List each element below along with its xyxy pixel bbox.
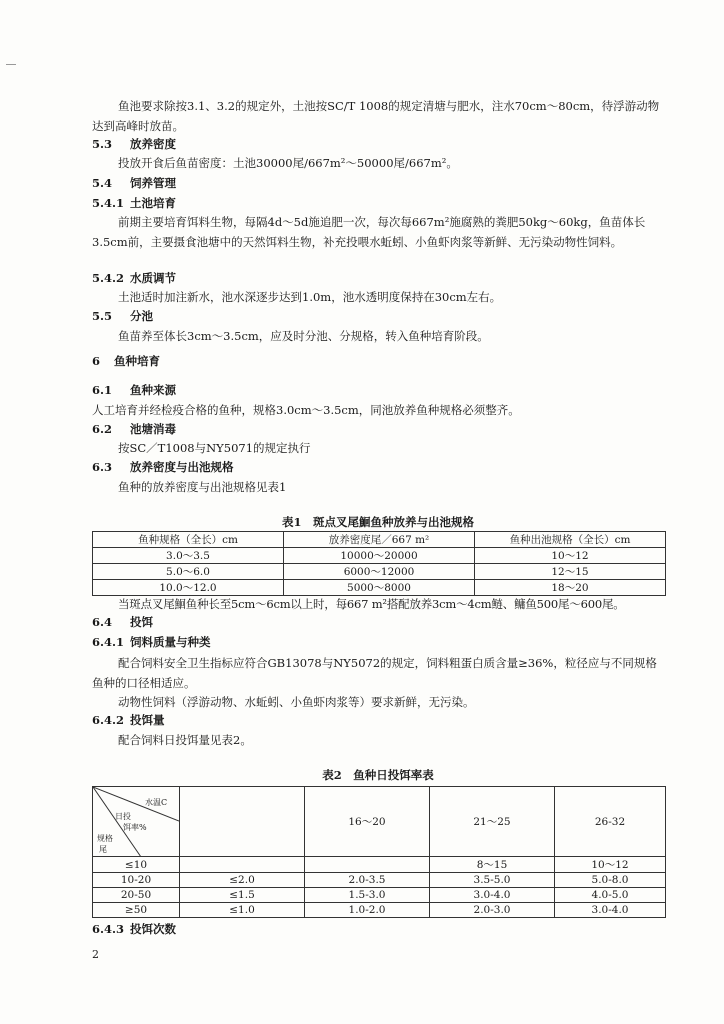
table2-cell: 10～12 (555, 857, 666, 873)
heading-6-4: 6.4 投饵 (92, 615, 153, 629)
page-number: 2 (92, 948, 99, 961)
table2-cell: 1.0-2.0 (305, 903, 430, 918)
paragraph-5-4-2: 土池适时加注新水，池水深逐步达到1.0m，池水透明度保持在30cm左右。 (118, 290, 502, 304)
table2-cell: 8～15 (430, 857, 555, 873)
table2-cell (305, 857, 430, 873)
paragraph-6-4-1a: 配合饲料安全卫生指标应符合GB13078与NY5072的规定，饲料粗蛋白质含量≥36%，粒径应与不同规格鱼种的口径相适应。 (92, 656, 657, 690)
table2-cell: 4.0-5.0 (555, 888, 666, 903)
table2-empty-header (180, 787, 305, 857)
table1-cell: 10.0～12.0 (93, 580, 284, 596)
table2-cell: ≤2.0 (180, 873, 305, 888)
heading-5-5: 5.5 分池 (92, 309, 153, 323)
paragraph-intro: 鱼池要求除按3.1、3.2的规定外，土池按SC/T 1008的规定清塘与肥水，注水70cm～80cm，待浮游动物达到高峰时放苗。 (92, 99, 660, 133)
table-row (93, 564, 666, 580)
table2-cell: 2.0-3.0 (430, 903, 555, 918)
paragraph-5-3: 投放开食后鱼苗密度：土池30000尾/667m²～50000尾/667m²。 (118, 156, 458, 170)
heading-6-3: 6.3 放养密度与出池规格 (92, 460, 234, 474)
table2 (92, 786, 666, 918)
table2-cell (180, 857, 305, 873)
table1-cell: 18～20 (475, 580, 666, 596)
paragraph-6-3: 鱼种的放养密度与出池规格见表1 (118, 480, 287, 494)
table1-header-cell: 放养密度尾／667 m² (284, 532, 475, 548)
table1-cell: 12～15 (475, 564, 666, 580)
table2-cell: ≤1.0 (180, 903, 305, 918)
table1-header-cell: 鱼种规格（全长）cm (93, 532, 284, 548)
diag-spec: 规格 (97, 834, 113, 843)
table2-cell: 1.5-3.0 (305, 888, 430, 903)
diag-daily: 日投 (115, 812, 131, 821)
table1-cell: 10～12 (475, 548, 666, 564)
table1-cell: 10000～20000 (284, 548, 475, 564)
table2-cell: 3.0-4.0 (430, 888, 555, 903)
scan-edge-mark (6, 64, 16, 65)
table2-caption: 表2 鱼种日投饵率表 (322, 768, 434, 782)
table1-header-cell: 鱼种出池规格（全长）cm (475, 532, 666, 548)
heading-6-2: 6.2 池塘消毒 (92, 422, 176, 436)
table-row (93, 903, 666, 918)
heading-6-4-2: 6.4.2 投饵量 (92, 713, 165, 727)
table-row (93, 888, 666, 903)
heading-6-4-3: 6.4.3 投饵次数 (92, 922, 176, 936)
paragraph-6-2: 按SC／T1008与NY5071的规定执行 (118, 441, 311, 455)
table-row (93, 873, 666, 888)
table2-temp-header: 16～20 (305, 787, 430, 857)
table2-cell: 5.0-8.0 (555, 873, 666, 888)
table-row (93, 857, 666, 873)
table1-cell: 3.0～3.5 (93, 548, 284, 564)
diag-rate: 饵率% (123, 823, 147, 832)
heading-5-4-2: 5.4.2 水质调节 (92, 271, 176, 285)
table2-cell: ≤1.5 (180, 888, 305, 903)
table-row (93, 548, 666, 564)
heading-6-1: 6.1 鱼种来源 (92, 383, 176, 397)
table2-temp-header: 26-32 (555, 787, 666, 857)
heading-5-4: 5.4 饲养管理 (92, 176, 176, 190)
table2-diagonal-header (93, 787, 180, 857)
paragraph-5-5: 鱼苗养至体长3cm～3.5cm，应及时分池、分规格，转入鱼种培育阶段。 (118, 329, 489, 343)
table1-cell: 5.0～6.0 (93, 564, 284, 580)
diag-unit: 尾 (99, 845, 107, 854)
paragraph-6-4-2: 配合饲料日投饵量见表2。 (118, 733, 252, 747)
table2-cell: ≥50 (93, 903, 180, 918)
table2-cell: 3.0-4.0 (555, 903, 666, 918)
paragraph-6-4-1b: 动物性饲料（浮游动物、水蚯蚓、小鱼虾肉浆等）要求新鲜，无污染。 (118, 695, 475, 709)
heading-6-4-1: 6.4.1 饲料质量与种类 (92, 635, 211, 649)
paragraph-5-4-1: 前期主要培育饵料生物，每隔4d～5d施追肥一次，每次每667m²施腐熟的粪肥50kg～60kg，鱼苗体长3.5cm前，主要摄食池塘中的天然饵料生物，补充投喂水蚯蚓、小鱼虾肉浆等新鲜、无污染动物性饲料。 (92, 215, 646, 249)
diag-water-temp: 水温C (145, 798, 168, 807)
table2-cell: 3.5-5.0 (430, 873, 555, 888)
heading-5-4-1: 5.4.1 土池培育 (92, 196, 176, 210)
table2-cell: 2.0-3.5 (305, 873, 430, 888)
table2-cell: 10-20 (93, 873, 180, 888)
table1-cell: 6000～12000 (284, 564, 475, 580)
table2-cell: 20-50 (93, 888, 180, 903)
paragraph-after-table1: 当斑点叉尾鮰鱼种长至5cm～6cm以上时，每667 m²搭配放养3cm～4cm鲢、鳙鱼500尾～600尾。 (118, 597, 625, 611)
paragraph-6-1: 人工培育并经检疫合格的鱼种，规格3.0cm～3.5cm，同池放养鱼种规格必须整齐。 (92, 403, 520, 417)
table1-cell: 5000～8000 (284, 580, 475, 596)
table2-temp-header: 21～25 (430, 787, 555, 857)
table1 (92, 531, 666, 596)
heading-5-3: 5.3 放养密度 (92, 137, 176, 151)
table1-caption: 表1 斑点叉尾鮰鱼种放养与出池规格 (282, 515, 474, 529)
heading-6: 6 鱼种培育 (92, 354, 160, 368)
table2-cell: ≤10 (93, 857, 180, 873)
